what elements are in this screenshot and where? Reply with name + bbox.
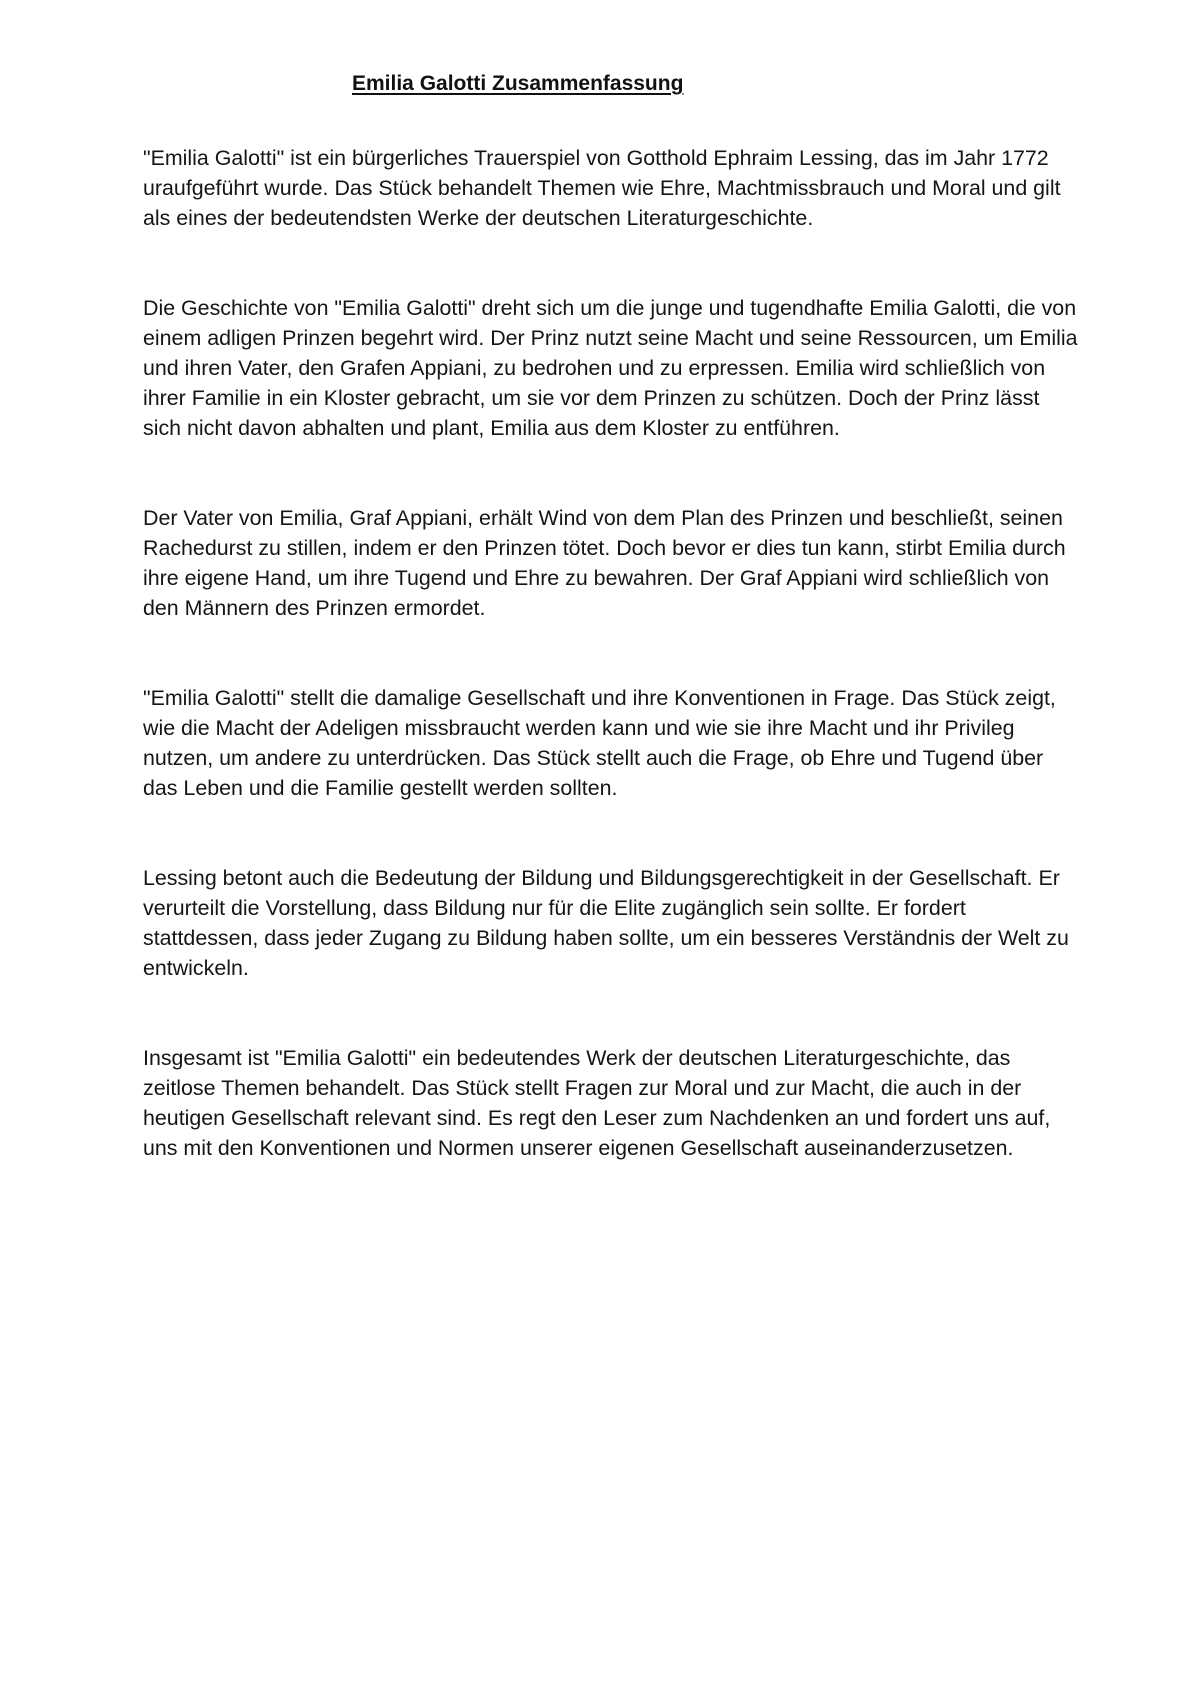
paragraph-education: Lessing betont auch die Bedeutung der Bildung und Bildungsgerechtigkeit in der Gesellschaft. Er verurteilt die Vorstellung, dass Bildung nur für die Elite zugänglich sein sollte. Er fordert stattdessen, dass jeder Zugang zu Bildung haben sollte, um ein besseres Verständnis der Welt zu entwickeln. [143,866,1069,980]
paragraph-conclusion: Insgesamt ist "Emilia Galotti" ein bedeutendes Werk der deutschen Literaturgeschichte, das zeitlose Themen behandelt. Das Stück stellt Fragen zur Moral und zur Macht, die auch in der heutigen Gesellschaft relevant sind. Es regt den Leser zum Nachdenken an und fordert uns auf, uns mit den Konventionen und Normen unserer eigenen Gesellschaft auseinanderzusetzen. [143,1046,1051,1160]
paragraph-climax: Der Vater von Emilia, Graf Appiani, erhält Wind von dem Plan des Prinzen und beschließt, seinen Rachedurst zu stillen, indem er den Prinzen tötet. Doch bevor er dies tun kann, stirbt Emilia durch ihre eigene Hand, um ihre Tugend und Ehre zu bewahren. Der Graf Appiani wird schließlich von den Männern des Prinzen ermordet. [143,506,1066,620]
document-title: Emilia Galotti Zusammenfassung [352,72,684,95]
document-body [143,143,1083,1223]
paragraph-introduction: "Emilia Galotti" ist ein bürgerliches Trauerspiel von Gotthold Ephraim Lessing, das im Jahr 1772 uraufgeführt wurde. Das Stück behandelt Themen wie Ehre, Machtmissbrauch und Moral und gilt als eines der bedeutendsten Werke der deutschen Literaturgeschichte. [143,146,1061,230]
paragraph-plot: Die Geschichte von "Emilia Galotti" dreht sich um die junge und tugendhafte Emilia Galotti, die von einem adligen Prinzen begehrt wird. Der Prinz nutzt seine Macht und seine Ressourcen, um Emilia und ihren Vater, den Grafen Appiani, zu bedrohen und zu erpressen. Emilia wird schließlich von ihrer Familie in ein Kloster gebracht, um sie vor dem Prinzen zu schützen. Doch der Prinz lässt sich nicht davon abhalten und plant, Emilia aus dem Kloster zu entführen. [143,296,1078,440]
paragraph-society-critique: "Emilia Galotti" stellt die damalige Gesellschaft und ihre Konventionen in Frage. Das Stück zeigt, wie die Macht der Adeligen missbraucht werden kann und wie sie ihre Macht und ihr Privileg nutzen, um andere zu unterdrücken. Das Stück stellt auch die Frage, ob Ehre und Tugend über das Leben und die Familie gestellt werden sollten. [143,686,1056,800]
